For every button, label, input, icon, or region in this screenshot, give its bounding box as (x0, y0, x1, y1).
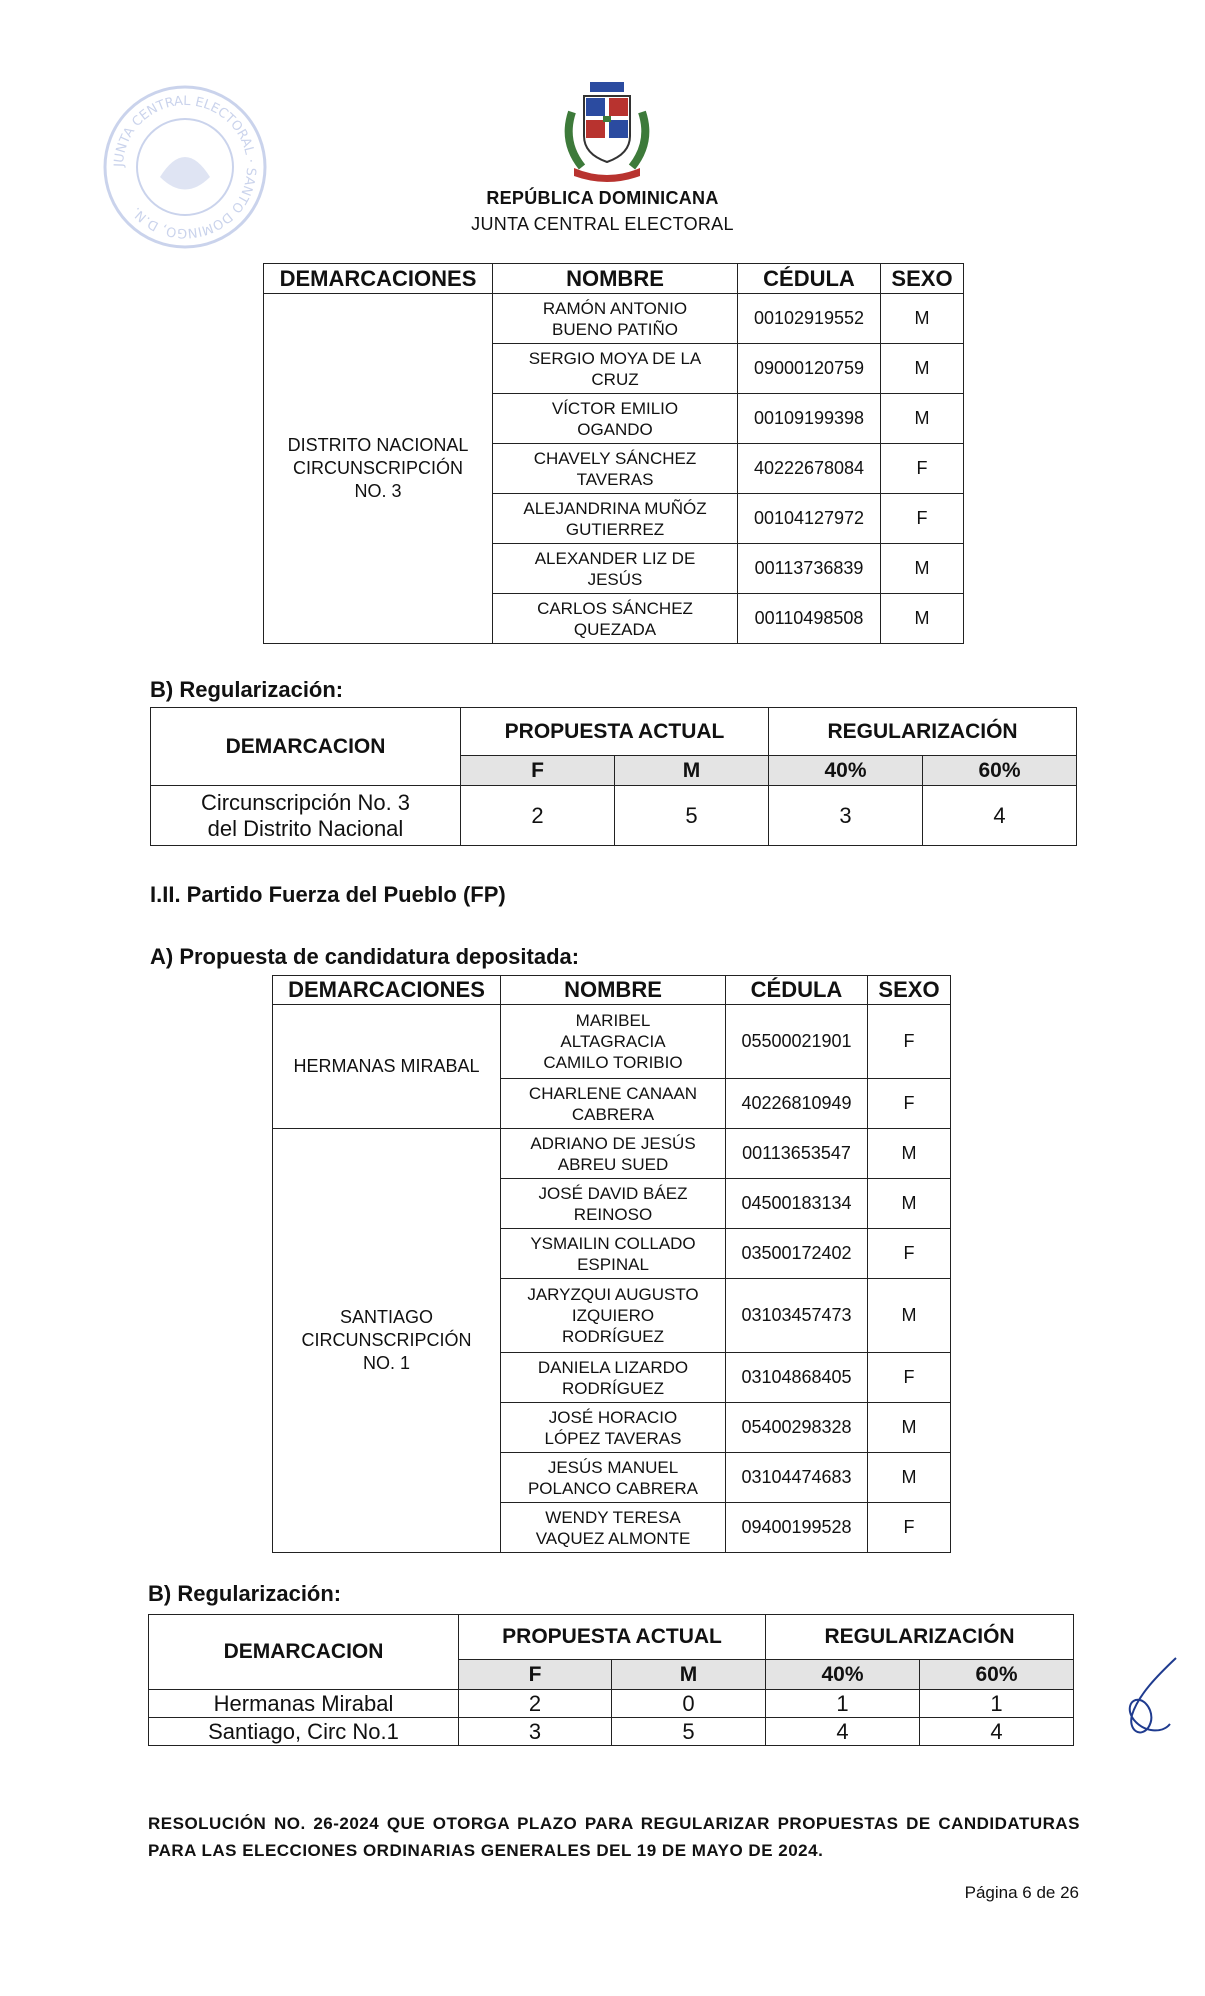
table-header-row (264, 264, 964, 294)
col-header-regularizacion: REGULARIZACIÓN (769, 708, 1077, 756)
candidates-table-fp (272, 975, 951, 1553)
col-header-40: 40% (769, 756, 923, 786)
f-cell: 2 (459, 1690, 612, 1718)
sex-cell: M (868, 1453, 951, 1503)
col-header-f: F (459, 1660, 612, 1690)
col-header-60: 60% (923, 756, 1077, 786)
col-header-m: M (615, 756, 769, 786)
sex-cell: M (881, 344, 964, 394)
country-title: REPÚBLICA DOMINICANA (486, 188, 719, 208)
demarcation-cell: SANTIAGO CIRCUNSCRIPCIÓN NO. 1 (273, 1129, 501, 1553)
col-header-regularizacion: REGULARIZACIÓN (766, 1615, 1074, 1660)
name-cell: ALEJANDRINA MUÑÓZ GUTIERREZ (493, 494, 738, 544)
name-cell: ALEXANDER LIZ DE JESÚS (493, 544, 738, 594)
name-cell: VÍCTOR EMILIO OGANDO (493, 394, 738, 444)
sex-cell: M (881, 544, 964, 594)
f-cell: 2 (461, 786, 615, 846)
f-cell: 3 (459, 1718, 612, 1746)
m-cell: 5 (612, 1718, 766, 1746)
section-regularizacion-1: B) Regularización: (150, 677, 344, 702)
cedula-cell: 05500021901 (726, 1005, 868, 1079)
sex-cell: M (881, 594, 964, 644)
sex-cell: M (868, 1179, 951, 1229)
table-row (273, 1129, 951, 1179)
sex-cell: F (881, 494, 964, 544)
sex-cell: M (868, 1403, 951, 1453)
col-header-cedula: CÉDULA (726, 976, 868, 1005)
col-header-demarcaciones: DEMARCACIONES (264, 264, 493, 294)
p60-cell: 4 (923, 786, 1077, 846)
institution-title: JUNTA CENTRAL ELECTORAL (471, 214, 734, 234)
cedula-cell: 40222678084 (738, 444, 881, 494)
col-header-nombre: NOMBRE (493, 264, 738, 294)
cedula-cell: 40226810949 (726, 1079, 868, 1129)
table-header-row (273, 976, 951, 1005)
col-header-demarcacion: DEMARCACION (149, 1615, 459, 1690)
sex-cell: F (868, 1005, 951, 1079)
sex-cell: F (881, 444, 964, 494)
cedula-cell: 05400298328 (726, 1403, 868, 1453)
table-row (149, 1718, 1074, 1746)
signature-mark (1118, 1650, 1188, 1750)
name-cell: RAMÓN ANTONIO BUENO PATIÑO (493, 294, 738, 344)
col-header-nombre: NOMBRE (501, 976, 726, 1005)
section-regularizacion-2: B) Regularización: (148, 1581, 342, 1606)
name-cell: JOSÉ DAVID BÁEZ REINOSO (501, 1179, 726, 1229)
name-cell: YSMAILIN COLLADO ESPINAL (501, 1229, 726, 1279)
name-cell: CHARLENE CANAAN CABRERA (501, 1079, 726, 1129)
page-number: Página 6 de 26 (964, 1883, 1079, 1902)
cedula-cell: 09400199528 (726, 1503, 868, 1553)
demarcation-cell: HERMANAS MIRABAL (273, 1005, 501, 1129)
col-header-m: M (612, 1660, 766, 1690)
cedula-cell: 09000120759 (738, 344, 881, 394)
name-cell: SERGIO MOYA DE LA CRUZ (493, 344, 738, 394)
regularization-table-1 (150, 707, 1077, 846)
name-cell: DANIELA LIZARDO RODRÍGUEZ (501, 1353, 726, 1403)
sex-cell: M (868, 1129, 951, 1179)
cedula-cell: 00113736839 (738, 544, 881, 594)
demarcation-cell: Circunscripción No. 3 del Distrito Nacional (151, 786, 461, 846)
col-header-40: 40% (766, 1660, 920, 1690)
sex-cell: M (881, 294, 964, 344)
cedula-cell: 00104127972 (738, 494, 881, 544)
cedula-cell: 00102919552 (738, 294, 881, 344)
sex-cell: F (868, 1503, 951, 1553)
regularization-table-2 (148, 1614, 1074, 1746)
demarcation-cell: Santiago, Circ No.1 (149, 1718, 459, 1746)
col-header-propuesta: PROPUESTA ACTUAL (461, 708, 769, 756)
svg-text:JUNTA CENTRAL ELECTORAL · SANT: JUNTA CENTRAL ELECTORAL · SANTO DOMINGO, D.N. (111, 93, 259, 241)
p60-cell: 1 (920, 1690, 1074, 1718)
section-partido-fp: I.II. Partido Fuerza del Pueblo (FP) (150, 882, 506, 907)
name-cell: MARIBEL ALTAGRACIA CAMILO TORIBIO (501, 1005, 726, 1079)
col-header-60: 60% (920, 1660, 1074, 1690)
sex-cell: M (881, 394, 964, 444)
name-cell: JARYZQUI AUGUSTO IZQUIERO RODRÍGUEZ (501, 1279, 726, 1353)
coat-of-arms-icon (552, 72, 662, 184)
col-header-demarcacion: DEMARCACION (151, 708, 461, 786)
cedula-cell: 00109199398 (738, 394, 881, 444)
m-cell: 0 (612, 1690, 766, 1718)
cedula-cell: 03500172402 (726, 1229, 868, 1279)
cedula-cell: 04500183134 (726, 1179, 868, 1229)
p40-cell: 3 (769, 786, 923, 846)
col-header-cedula: CÉDULA (738, 264, 881, 294)
name-cell: WENDY TERESA VAQUEZ ALMONTE (501, 1503, 726, 1553)
p40-cell: 1 (766, 1690, 920, 1718)
section-propuesta-depositada: A) Propuesta de candidatura depositada: (150, 944, 580, 969)
name-cell: CARLOS SÁNCHEZ QUEZADA (493, 594, 738, 644)
col-header-f: F (461, 756, 615, 786)
name-cell: ADRIANO DE JESÚS ABREU SUED (501, 1129, 726, 1179)
col-header-propuesta: PROPUESTA ACTUAL (459, 1615, 766, 1660)
cedula-cell: 03104868405 (726, 1353, 868, 1403)
demarcation-cell: Hermanas Mirabal (149, 1690, 459, 1718)
cedula-cell: 00110498508 (738, 594, 881, 644)
col-header-demarcaciones: DEMARCACIONES (273, 976, 501, 1005)
p40-cell: 4 (766, 1718, 920, 1746)
sex-cell: F (868, 1229, 951, 1279)
cedula-cell: 00113653547 (726, 1129, 868, 1179)
name-cell: JESÚS MANUEL POLANCO CABRERA (501, 1453, 726, 1503)
col-header-sexo: SEXO (881, 264, 964, 294)
table-row (149, 1690, 1074, 1718)
table-row (273, 1005, 951, 1079)
cedula-cell: 03104474683 (726, 1453, 868, 1503)
table-row (264, 294, 964, 344)
table-row (151, 786, 1077, 846)
resolution-footer: RESOLUCIÓN NO. 26-2024 QUE OTORGA PLAZO PARA REGULARIZAR PROPUESTAS DE CANDIDATURAS PARA LAS ELECCIONES ORDINARIAS GENERALES DEL 19 DE MAYO DE 2024. (148, 1814, 1080, 1860)
p60-cell: 4 (920, 1718, 1074, 1746)
name-cell: JOSÉ HORACIO LÓPEZ TAVERAS (501, 1403, 726, 1453)
sex-cell: M (868, 1279, 951, 1353)
sex-cell: F (868, 1079, 951, 1129)
col-header-sexo: SEXO (868, 976, 951, 1005)
m-cell: 5 (615, 786, 769, 846)
sex-cell: F (868, 1353, 951, 1403)
candidates-table-dn-c3 (263, 263, 964, 644)
name-cell: CHAVELY SÁNCHEZ TAVERAS (493, 444, 738, 494)
demarcation-cell: DISTRITO NACIONAL CIRCUNSCRIPCIÓN NO. 3 (264, 294, 493, 644)
cedula-cell: 03103457473 (726, 1279, 868, 1353)
